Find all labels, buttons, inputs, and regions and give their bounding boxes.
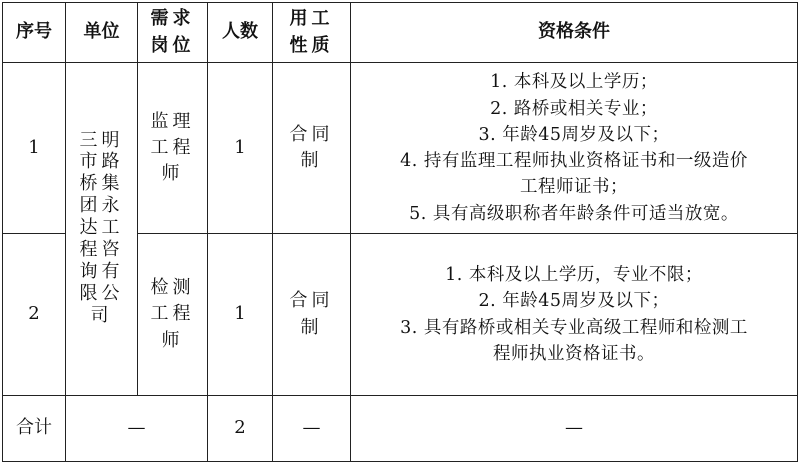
- total-requirements: —: [351, 396, 798, 462]
- row-2-no: 2: [3, 234, 66, 396]
- header-nature: 用工性质: [273, 3, 351, 63]
- row-2-requirements: [351, 234, 798, 396]
- requirement-line: 3. 具有路桥或相关专业高级工程师和检测工: [400, 317, 748, 338]
- total-label: 合计: [3, 396, 66, 462]
- total-nature: —: [273, 396, 351, 462]
- row-2-nature: 合同制: [273, 234, 351, 396]
- header-position: 需求岗位: [138, 3, 208, 63]
- row-1-count: 1: [208, 63, 273, 234]
- requirement-line: 程师执业资格证书。: [493, 343, 655, 364]
- row-1-nature: 合同制: [273, 63, 351, 234]
- header-row: [3, 3, 798, 63]
- requirement-line: 2. 年龄45周岁及以下；: [478, 291, 670, 312]
- requirement-line: 1. 本科及以上学历；: [490, 72, 658, 93]
- row-1-no: 1: [3, 63, 66, 234]
- requirement-line: 2. 路桥或相关专业；: [490, 98, 658, 119]
- requirement-line: 4. 持有监理工程师执业资格证书和一级造价: [400, 151, 748, 171]
- table-row: [3, 63, 798, 234]
- requirement-line: 3. 年龄45周岁及以下；: [478, 124, 670, 145]
- row-1-requirements: [351, 63, 798, 234]
- header-no: 序号: [3, 3, 66, 63]
- row-1-position: 监理工程师: [138, 63, 208, 234]
- requirement-line: 工程师证书；: [520, 177, 628, 198]
- unit-name-cell: 三明市路桥集团永达工程咨询有限公司: [66, 63, 138, 396]
- recruitment-table: [2, 2, 798, 462]
- header-unit: 单位: [66, 3, 138, 63]
- header-count: 人数: [208, 3, 273, 63]
- total-row: [3, 396, 798, 462]
- header-requirements: 资格条件: [351, 3, 798, 63]
- requirement-line: 5. 具有高级职称者年龄条件可适当放宽。: [409, 203, 739, 224]
- total-count: 2: [208, 396, 273, 462]
- row-2-position: 检测工程师: [138, 234, 208, 396]
- requirement-line: 1. 本科及以上学历，专业不限；: [445, 265, 703, 285]
- total-unit: —: [66, 396, 208, 462]
- row-2-count: 1: [208, 234, 273, 396]
